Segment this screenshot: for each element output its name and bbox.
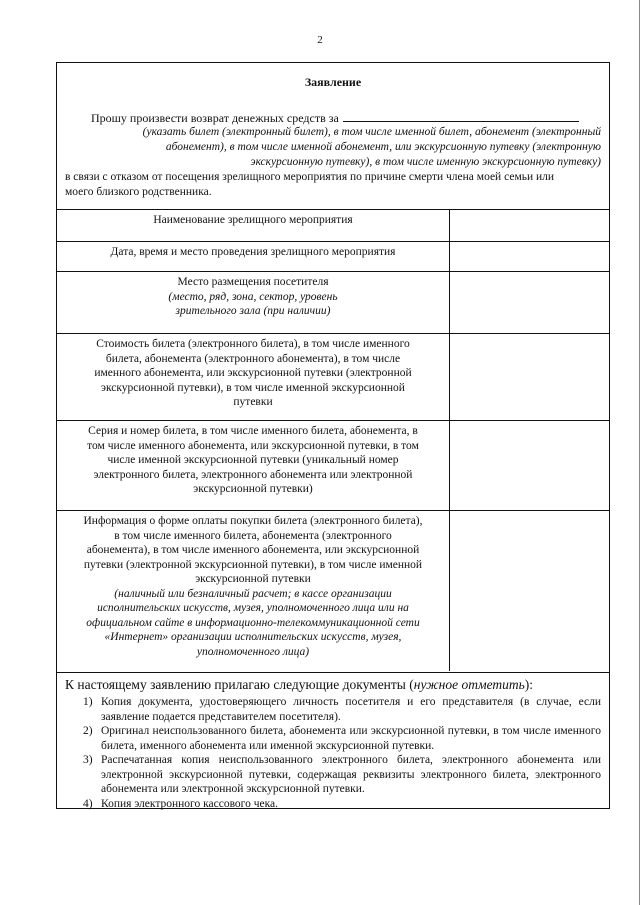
refund-reason [65,170,605,200]
item-number: 1) [83,696,93,708]
label-line: путевки (электронной экскурсионной путевки), в том числе именной [83,558,423,571]
reason-line: в связи с отказом от посещения зрелищного мероприятия по причине смерти члена моей семьи или [65,171,555,183]
label-line: путевки [233,396,273,408]
label-note-line: уполномоченного лица) [196,645,310,658]
request-text: Прошу произвести возврат денежных средств за [91,111,339,125]
table-row [57,272,609,334]
list-item[interactable] [57,753,609,797]
row-label [57,210,450,242]
seat-location-field[interactable] [450,272,610,334]
label-line: в том числе именного билета, абонемента (электронного [114,529,392,542]
label-line: билета, абонемента (электронного абонемента), в том числе [105,352,401,365]
row-label [57,334,450,421]
label-note-line: (наличный или безналичный расчет; в кассе организации [114,587,392,600]
item-text: Оригинал неиспользованного билета, абонемента или экскурсионной путевки, в том числе именного билета, именного абонемента или именной экскурсионной путевки. [101,725,601,752]
attachments-heading-note: нужное отметить [413,677,525,692]
label-note-line: «Интернет» организации исполнительских искусств, музея, [104,631,402,643]
table-row [57,242,609,272]
list-item[interactable] [57,695,609,724]
label-note-line: официальном сайте в информационно-телекоммуникационной сети [86,616,420,629]
attachments-heading-end: ): [524,677,534,692]
label-line: Дата, время и место проведения зрелищного мероприятия [110,246,396,258]
attachments-section [57,672,609,811]
request-line [91,111,579,126]
label-line: именного абонемента, или экскурсионной путевки (электронной [94,367,412,379]
label-line: абонемента), в том числе именного абонемента, или экскурсионной [86,544,420,556]
label-line: числе именной экскурсионной путевки (уникальный номер [107,454,399,466]
row-label [57,272,450,334]
row-label [57,242,450,272]
application-form [56,62,610,809]
page-number: 2 [317,34,323,46]
form-title: Заявление [304,75,362,89]
label-line: экскурсионной путевки) [193,483,313,495]
item-text: Копия электронного кассового чека. [101,797,279,810]
label-line: электронного билета, электронного абонемента или электронной [93,468,413,481]
label-line: экскурсионной путевки [195,573,311,585]
event-details-table [57,209,609,671]
table-row [57,421,609,511]
attachments-heading [57,673,609,693]
row-label [57,421,450,511]
item-number: 2) [83,725,93,737]
item-text: Распечатанная копия неиспользованного электронного билета, электронного абонемента или электронной экскурсионной путевки, содержащая реквизиты электронного билета, электронного абонемента или электронной экскурсионной путевки. [101,754,601,795]
label-note-line: (место, ряд, зона, сектор, уровень [168,290,338,303]
attachments-heading-text: К настоящему заявлению прилагаю следующие документы ( [65,677,414,692]
hint-line: (указать билет (электронный билет), в том числе именной билет, абонемент (электронный [142,126,601,138]
event-name-field[interactable] [450,210,610,242]
table-row [57,511,609,672]
reason-line: моего близкого родственника. [65,186,212,198]
label-line: Место размещения посетителя [177,276,329,288]
payment-method-field[interactable] [450,511,610,672]
list-item[interactable] [57,724,609,753]
label-note-line: зрительного зала (при наличии) [175,305,331,317]
request-hint [81,125,601,170]
row-label [57,511,450,672]
hint-line: экскурсионную путевку), в том числе именную экскурсионную путевку) [250,156,601,168]
item-number: 4) [83,797,93,810]
ticket-number-field[interactable] [450,421,610,511]
attachments-list [57,695,609,811]
item-number: 3) [83,754,93,766]
label-line: экскурсионной путевки), в том числе именной экскурсионной [101,381,405,394]
label-line: Серия и номер билета, в том числе именного билета, абонемента, в [88,425,418,437]
item-text: Копия документа, удостоверяющего личность посетителя и его представителя (в случае, если заявление подается представителем посетителя). [101,696,601,723]
list-item[interactable] [57,797,609,812]
event-date-place-field[interactable] [450,242,610,272]
label-line: Наименование зрелищного мероприятия [153,214,353,226]
hint-line: абонемент), в том числе именной абонемент, или экскурсионную путевку (электронную [165,141,601,153]
label-line: Стоимость билета (электронного билета), в том числе именного [96,338,410,350]
table-row [57,334,609,421]
ticket-price-field[interactable] [450,334,610,421]
label-line: том числе именного абонемента, или экскурсионной путевки, в том [87,439,419,452]
table-row [57,210,609,242]
refund-item-field[interactable] [343,111,579,122]
label-line: Информация о форме оплаты покупки билета (электронного билета), [83,515,423,527]
label-note-line: исполнительских искусств, музея, уполномоченного лица или на [97,602,409,614]
